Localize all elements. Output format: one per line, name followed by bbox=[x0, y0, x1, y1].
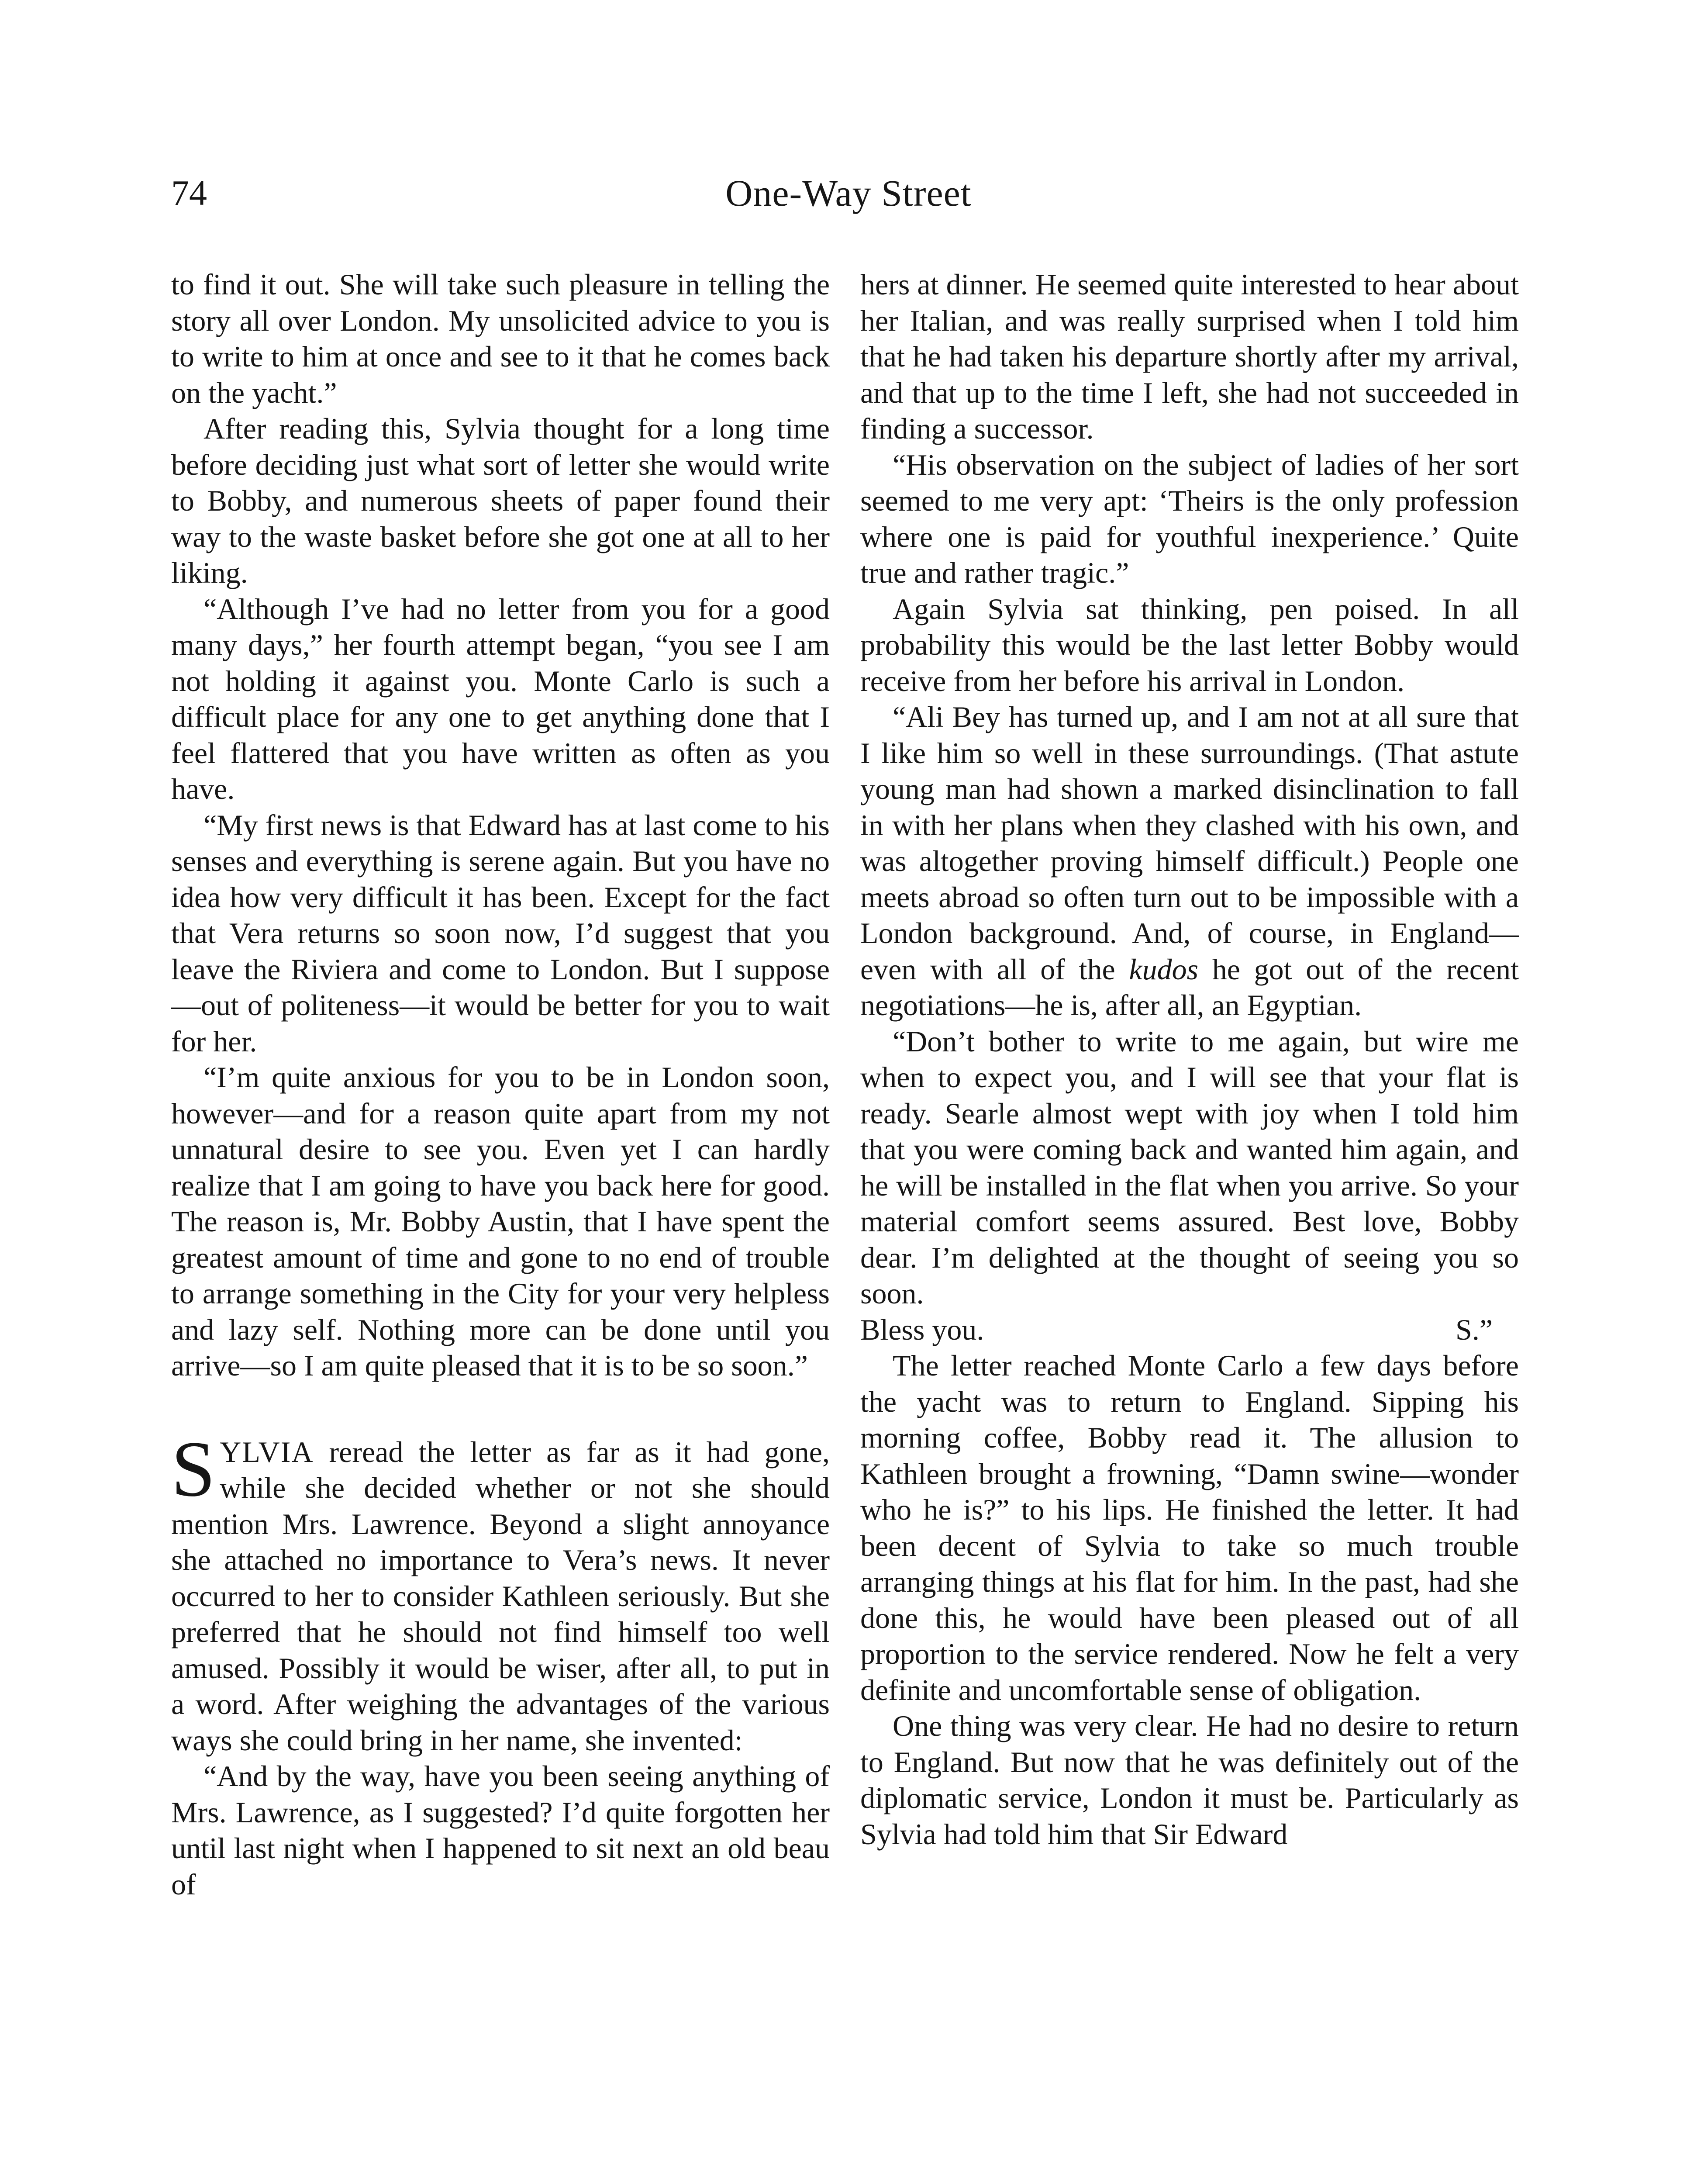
paragraph: One thing was very clear. He had no desire to return to England. But now that he was definitely out of the diplomatic service, London it must be. Particularly as Sylvia had told him that Sir Edward bbox=[860, 1709, 1519, 1851]
closing-line: Bless you. bbox=[860, 1313, 984, 1346]
letter-signoff bbox=[860, 1312, 1519, 1348]
small-caps-lead: YLVIA bbox=[220, 1435, 314, 1469]
signature-initial: S.” bbox=[1456, 1313, 1493, 1346]
paragraph-text: “Ali Bey has turned up, and I am not at all sure that I like him so well in these surroundings. (That astute young man had shown a marked disinclination to fall in with her plans when they clashed with his own, and was altogether proving himself difficult.) People one meets abroad so often turn out to be impossible with a London background. And, of course, in England—even with all of the bbox=[860, 700, 1519, 986]
paragraph: “Although I’ve had no letter from you for a good many days,” her fourth attempt began, “you see I am not holding it against you. Monte Carlo is such a difficult place for any one to get anything done that I feel flattered that you have written as often as you have. bbox=[171, 592, 830, 805]
left-column bbox=[171, 266, 830, 1902]
running-head-title: One-Way Street bbox=[725, 172, 972, 214]
paragraph-text: he got out of the recent negotiations—he is, after all, an Egyptian. bbox=[860, 952, 1519, 1022]
section-opening-paragraph bbox=[171, 1425, 830, 1759]
paragraph: The letter reached Monte Carlo a few days before the yacht was to return to England. Sipping his morning coffee, Bobby read it. The allusion to Kathleen brought a frowning, “Damn swine—wonder who he is?” to his lips. He finished the letter. It had been decent of Sylvia to take so much trouble arranging things at his flat for him. In the past, had she done this, he would have been pleased out of all proportion to the service rendered. Now he felt a very definite and uncomfortable sense of obligation. bbox=[860, 1349, 1519, 1707]
page-number: 74 bbox=[171, 173, 207, 213]
paragraph: to find it out. She will take such pleasure in telling the story all over London. My unsolicited advice to you is to write to him at once and see to it that he comes back on the yacht.” bbox=[171, 268, 830, 409]
paragraph: hers at dinner. He seemed quite interested to hear about her Italian, and was really surprised when I told him that he had taken his departure shortly after my arrival, and that up to the time I left, she had not succeeded in finding a successor. bbox=[860, 268, 1519, 445]
paragraph: “I’m quite anxious for you to be in London soon, however—and for a reason quite apart from my not unnatural desire to see you. Even yet I can hardly realize that I am going to have you back here for good. The reason is, Mr. Bobby Austin, that I have spent the greatest amount of time and gone to no end of trouble to arrange something in the City for your very helpless and lazy self. Nothing more can be done until you arrive—so I am quite pleased that it is to be so soon.” bbox=[171, 1061, 830, 1382]
drop-cap: S bbox=[171, 1425, 216, 1513]
paragraph: “My first news is that Edward has at last come to his senses and everything is serene again. But you have no idea how very difficult it has been. Except for the fact that Vera returns so soon now, I’d suggest that you leave the Riviera and come to London. But I suppose—out of politeness—it would be better for you to wait for her. bbox=[171, 808, 830, 1058]
paragraph bbox=[860, 699, 1519, 1023]
paragraph: Again Sylvia sat thinking, pen poised. In all probability this would be the last letter Bobby would receive from her before his arrival in London. bbox=[860, 592, 1519, 698]
paragraph: After reading this, Sylvia thought for a long time before deciding just what sort of letter she would write to Bobby, and numerous sheets of paper found their way to the waste basket before she got one at all to her liking. bbox=[171, 412, 830, 589]
right-column bbox=[860, 266, 1519, 1852]
paragraph: “Don’t bother to write to me again, but wire me when to expect you, and I will see that your flat is ready. Searle almost wept with joy when I told him that you were coming back and wanted him again, and he will be installed in the flat when you arrive. So your material comfort seems assured. Best love, Bobby dear. I’m delighted at the thought of seeing you so soon. bbox=[860, 1024, 1519, 1310]
italic-word: kudos bbox=[1129, 952, 1199, 986]
paragraph-text: reread the letter as far as it had gone, while she decided whether or not she should mention Mrs. Lawrence. Beyond a slight annoyance she attached no importance to Vera’s news. It never occurred to her to consider Kathleen seriously. But she preferred that he should not find himself too well amused. Possibly it would be wiser, after all, to put in a word. After weighing the advantages of the various ways she could bring in her name, she invented: bbox=[171, 1435, 830, 1757]
paragraph: “His observation on the subject of ladies of her sort seemed to me very apt: ‘Theirs is the only profession where one is paid for youthful inexperience.’ Quite true and rather tragic.” bbox=[860, 448, 1519, 589]
paragraph: “And by the way, have you been seeing anything of Mrs. Lawrence, as I suggested? I’d quite forgotten her until last night when I happened to sit next an old beau of bbox=[171, 1759, 830, 1901]
